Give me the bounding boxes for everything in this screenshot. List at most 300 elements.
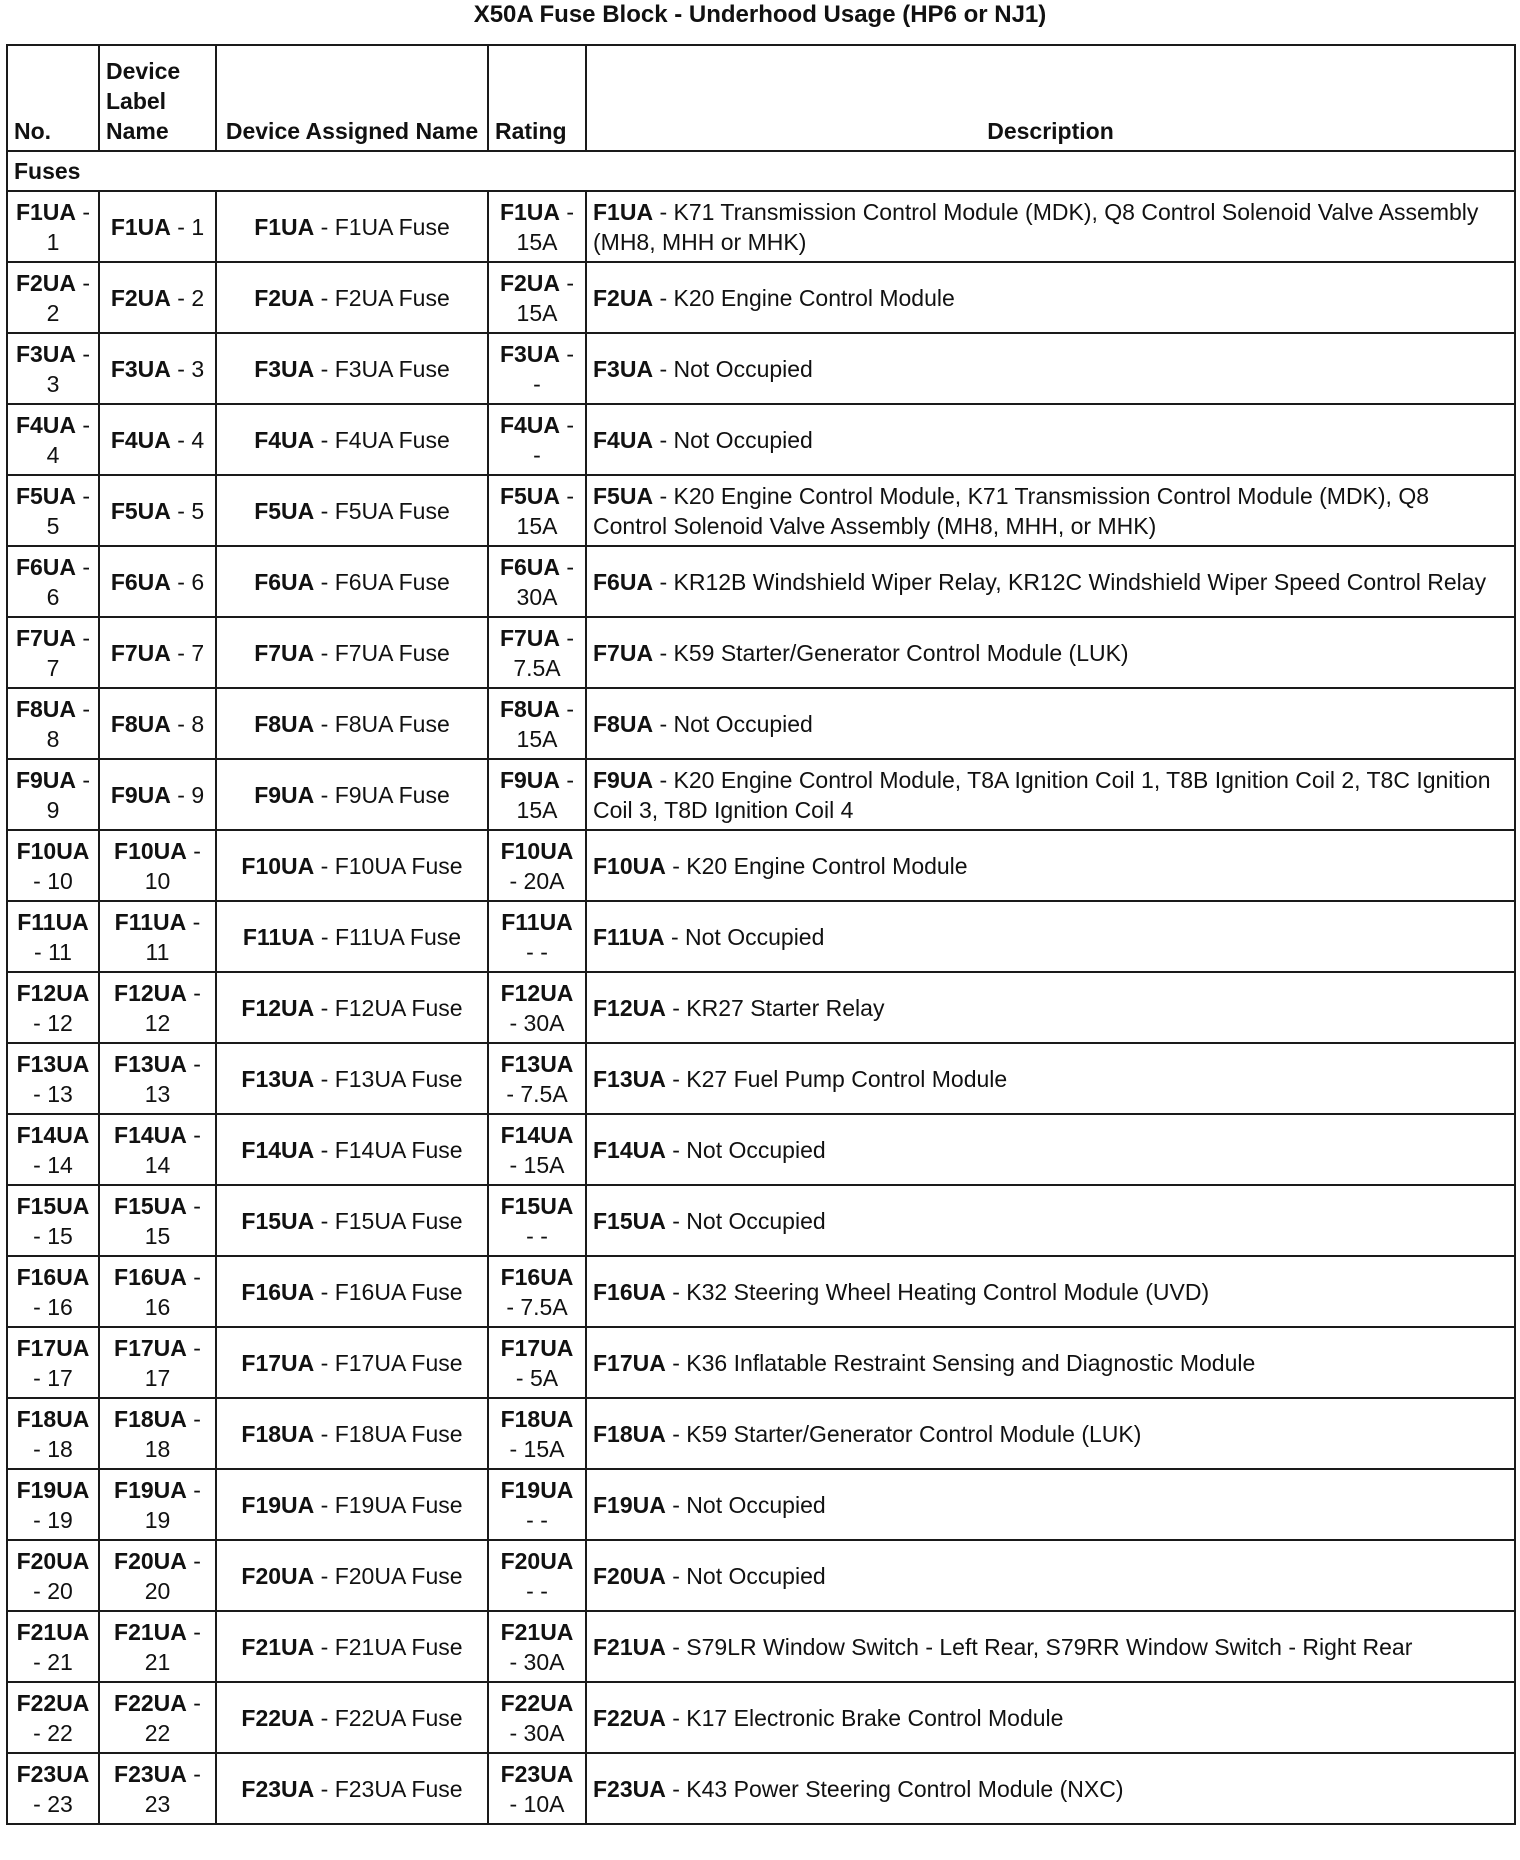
fuse-id: F3UA (110, 355, 171, 382)
fuse-number: - 16 (33, 1293, 73, 1320)
cell-device-assigned-name (216, 830, 488, 901)
fuse-id: F23UA (16, 1760, 90, 1787)
assigned-name: - F12UA Fuse (314, 994, 463, 1021)
assigned-name: - F16UA Fuse (314, 1278, 463, 1305)
cell-device-assigned-name (216, 688, 488, 759)
cell-rating (488, 1398, 586, 1469)
cell-rating (488, 688, 586, 759)
cell-rating (488, 1540, 586, 1611)
fuse-id: F23UA (593, 1775, 666, 1802)
fuse-id: F4UA (499, 411, 560, 438)
header-rating: Rating (488, 45, 586, 151)
description-text: - Not Occupied (653, 710, 813, 737)
fuse-id: F17UA (500, 1334, 574, 1361)
cell-device-assigned-name (216, 1469, 488, 1540)
fuse-number: - 10 (33, 867, 73, 894)
fuse-number: - 17 (144, 1334, 201, 1391)
description-text: - KR12B Windshield Wiper Relay, KR12C Windshield Wiper Speed Control Relay (653, 568, 1487, 595)
cell-device-label-name (99, 830, 216, 901)
fuse-id: F10UA (241, 852, 315, 879)
fuse-id: F19UA (593, 1491, 666, 1518)
fuse-number: - 13 (33, 1080, 73, 1107)
table-row (7, 333, 1515, 404)
cell-description (586, 1043, 1515, 1114)
fuse-number: - 14 (144, 1121, 201, 1178)
fuse-id: F3UA (254, 355, 315, 382)
table-row (7, 1611, 1515, 1682)
fuse-id: F12UA (114, 979, 187, 1006)
fuse-id: F1UA (593, 198, 654, 225)
assigned-name: - F1UA Fuse (314, 213, 450, 240)
fuse-number: - 20 (33, 1577, 73, 1604)
cell-device-label-name (99, 1469, 216, 1540)
cell-no (7, 1753, 99, 1824)
fuse-id: F21UA (593, 1633, 666, 1660)
assigned-name: - F20UA Fuse (314, 1562, 463, 1589)
assigned-name: - F8UA Fuse (314, 710, 450, 737)
fuse-id: F2UA (254, 284, 315, 311)
fuse-id: F23UA (500, 1760, 574, 1787)
cell-device-assigned-name (216, 1540, 488, 1611)
fuse-number: - 21 (33, 1648, 73, 1675)
fuse-id: F21UA (241, 1633, 315, 1660)
cell-no (7, 191, 99, 262)
fuse-id: F7UA (499, 624, 560, 651)
assigned-name: - F7UA Fuse (314, 639, 450, 666)
rating-value: - - (533, 340, 575, 397)
cell-device-label-name (99, 1540, 216, 1611)
fuse-number: - 4 (46, 411, 91, 468)
fuse-number: - 2 (170, 284, 205, 311)
page-title: X50A Fuse Block - Underhood Usage (HP6 or NJ1) (473, 1, 1047, 28)
cell-device-label-name (99, 972, 216, 1043)
table-row (7, 1327, 1515, 1398)
cell-description (586, 404, 1515, 475)
fuse-number: - 15 (33, 1222, 73, 1249)
fuse-id: F15UA (241, 1207, 315, 1234)
cell-device-assigned-name (216, 1398, 488, 1469)
fuse-id: F11UA (593, 923, 665, 950)
rating-value: - 15A (516, 198, 575, 255)
cell-rating (488, 262, 586, 333)
fuse-id: F12UA (16, 979, 90, 1006)
fuse-id: F16UA (500, 1263, 574, 1290)
cell-device-assigned-name (216, 404, 488, 475)
fuse-number: - 4 (170, 426, 205, 453)
fuse-number: - 16 (144, 1263, 201, 1320)
table-row (7, 1682, 1515, 1753)
description-text: - K59 Starter/Generator Control Module (LUK) (653, 639, 1129, 666)
fuse-id: F9UA (499, 766, 560, 793)
table-row (7, 546, 1515, 617)
table-row (7, 1256, 1515, 1327)
fuse-id: F2UA (15, 269, 76, 296)
cell-rating (488, 617, 586, 688)
fuse-id: F20UA (241, 1562, 315, 1589)
cell-rating (488, 759, 586, 830)
fuse-number: - 23 (144, 1760, 201, 1817)
fuse-id: F1UA (254, 213, 315, 240)
rating-value: - 15A (516, 766, 575, 823)
fuse-number: - 12 (144, 979, 201, 1036)
fuse-number: - 9 (46, 766, 91, 823)
description-text: - K27 Fuel Pump Control Module (665, 1065, 1008, 1092)
fuse-id: F4UA (254, 426, 315, 453)
fuse-id: F5UA (593, 482, 654, 509)
table-row (7, 1753, 1515, 1824)
cell-device-label-name (99, 546, 216, 617)
fuse-id: F8UA (499, 695, 560, 722)
fuse-number: - 19 (144, 1476, 201, 1533)
cell-description (586, 1469, 1515, 1540)
cell-description (586, 191, 1515, 262)
rating-value: - - (526, 1506, 548, 1533)
fuse-id: F16UA (593, 1278, 666, 1305)
fuse-number: - 17 (33, 1364, 73, 1391)
fuse-id: F7UA (254, 639, 315, 666)
rating-value: - 10A (509, 1790, 565, 1817)
cell-rating (488, 1682, 586, 1753)
fuse-id: F23UA (241, 1775, 315, 1802)
header-device-label-name: Device Label Name (99, 45, 216, 151)
cell-rating (488, 901, 586, 972)
cell-rating (488, 546, 586, 617)
table-row (7, 1398, 1515, 1469)
table-row (7, 972, 1515, 1043)
cell-no (7, 830, 99, 901)
cell-no (7, 688, 99, 759)
fuse-id: F15UA (593, 1207, 666, 1234)
fuse-number: - 5 (46, 482, 91, 539)
fuse-id: F14UA (500, 1121, 574, 1148)
assigned-name: - F15UA Fuse (314, 1207, 463, 1234)
fuse-id: F5UA (254, 497, 315, 524)
cell-description (586, 617, 1515, 688)
cell-description (586, 1611, 1515, 1682)
cell-description (586, 1114, 1515, 1185)
cell-device-label-name (99, 1256, 216, 1327)
fuse-id: F16UA (16, 1263, 90, 1290)
fuse-number: - 10 (144, 837, 201, 894)
cell-device-assigned-name (216, 1327, 488, 1398)
description-text: - Not Occupied (653, 355, 813, 382)
cell-rating (488, 1753, 586, 1824)
cell-device-assigned-name (216, 1256, 488, 1327)
fuse-id: F12UA (500, 979, 574, 1006)
cell-no (7, 617, 99, 688)
fuse-id: F16UA (241, 1278, 315, 1305)
cell-no (7, 901, 99, 972)
fuse-id: F18UA (500, 1405, 574, 1432)
fuse-number: - 6 (46, 553, 91, 610)
rating-value: - 7.5A (506, 1080, 568, 1107)
cell-device-label-name (99, 688, 216, 759)
cell-no (7, 1114, 99, 1185)
table-row (7, 1043, 1515, 1114)
fuse-number: - 1 (46, 198, 91, 255)
fuse-id: F11UA (114, 908, 187, 935)
cell-device-label-name (99, 1611, 216, 1682)
fuse-id: F8UA (15, 695, 76, 722)
table-row (7, 688, 1515, 759)
fuse-id: F3UA (499, 340, 560, 367)
cell-no (7, 404, 99, 475)
assigned-name: - F2UA Fuse (314, 284, 450, 311)
cell-no (7, 262, 99, 333)
fuse-number: - 13 (144, 1050, 201, 1107)
cell-description (586, 262, 1515, 333)
cell-rating (488, 1327, 586, 1398)
fuse-number: - 11 (34, 938, 72, 965)
fuse-id: F20UA (114, 1547, 187, 1574)
fuse-number: - 8 (170, 710, 205, 737)
table-row (7, 830, 1515, 901)
description-text: - Not Occupied (664, 923, 825, 950)
description-text: - Not Occupied (665, 1491, 826, 1518)
fuse-number: - 7 (46, 624, 91, 681)
table-row (7, 404, 1515, 475)
description-text: - K20 Engine Control Module, T8A Ignition Coil 1, T8B Ignition Coil 2, T8C Ignition Coil 3, T8D Ignition Coil 4 (593, 766, 1491, 823)
table-row (7, 617, 1515, 688)
fuse-number: - 12 (33, 1009, 73, 1036)
fuse-id: F6UA (593, 568, 654, 595)
assigned-name: - F6UA Fuse (314, 568, 450, 595)
fuse-id: F6UA (110, 568, 171, 595)
cell-device-label-name (99, 333, 216, 404)
rating-value: - 5A (515, 1364, 559, 1391)
cell-no (7, 759, 99, 830)
cell-description (586, 1185, 1515, 1256)
fuse-number: - 11 (145, 908, 201, 965)
cell-description (586, 759, 1515, 830)
header-device-assigned-name: Device Assigned Name (216, 45, 488, 151)
section-row (7, 151, 1515, 191)
description-text: - K71 Transmission Control Module (MDK), Q8 Control Solenoid Valve Assembly (MH8, MHH or MHK) (593, 198, 1479, 255)
table-row (7, 901, 1515, 972)
description-text: - K20 Engine Control Module, K71 Transmission Control Module (MDK), Q8 Control Solenoid Valve Assembly (MH8, MHH, or MHK) (593, 482, 1430, 539)
cell-rating (488, 333, 586, 404)
fuse-id: F12UA (593, 994, 666, 1021)
cell-description (586, 830, 1515, 901)
fuse-id: F19UA (16, 1476, 90, 1503)
rating-value: - - (526, 938, 548, 965)
fuse-id: F13UA (593, 1065, 666, 1092)
fuse-id: F20UA (500, 1547, 574, 1574)
rating-value: - - (526, 1222, 548, 1249)
fuse-id: F22UA (114, 1689, 187, 1716)
cell-no (7, 546, 99, 617)
header-description: Description (586, 45, 1515, 151)
cell-no (7, 1682, 99, 1753)
fuse-number: - 22 (144, 1689, 201, 1746)
cell-device-label-name (99, 1327, 216, 1398)
fuse-number: - 8 (46, 695, 91, 752)
fuse-id: F20UA (593, 1562, 666, 1589)
cell-rating (488, 1469, 586, 1540)
fuse-number: - 21 (144, 1618, 201, 1675)
cell-description (586, 1753, 1515, 1824)
cell-description (586, 688, 1515, 759)
fuse-id: F11UA (17, 908, 89, 935)
assigned-name: - F13UA Fuse (314, 1065, 463, 1092)
fuse-id: F15UA (16, 1192, 90, 1219)
assigned-name: - F11UA Fuse (314, 923, 462, 950)
cell-device-label-name (99, 191, 216, 262)
cell-device-assigned-name (216, 617, 488, 688)
description-text: - S79LR Window Switch - Left Rear, S79RR Window Switch - Right Rear (665, 1633, 1413, 1660)
table-row (7, 1540, 1515, 1611)
fuse-id: F2UA (593, 284, 654, 311)
fuse-number: - 23 (33, 1790, 73, 1817)
fuse-id: F22UA (593, 1704, 666, 1731)
cell-rating (488, 191, 586, 262)
fuse-id: F17UA (241, 1349, 315, 1376)
cell-no (7, 972, 99, 1043)
fuse-id: F11UA (242, 923, 315, 950)
assigned-name: - F21UA Fuse (314, 1633, 463, 1660)
fuse-number: - 14 (33, 1151, 73, 1178)
assigned-name: - F23UA Fuse (314, 1775, 463, 1802)
fuse-id: F9UA (254, 781, 315, 808)
fuse-table (6, 44, 1516, 1825)
fuse-id: F2UA (499, 269, 560, 296)
fuse-id: F9UA (593, 766, 654, 793)
fuse-id: F22UA (241, 1704, 315, 1731)
fuse-id: F1UA (499, 198, 560, 225)
fuse-id: F1UA (110, 213, 171, 240)
cell-device-assigned-name (216, 1185, 488, 1256)
cell-no (7, 1043, 99, 1114)
fuse-id: F15UA (114, 1192, 187, 1219)
cell-no (7, 1185, 99, 1256)
description-text: - K32 Steering Wheel Heating Control Module (UVD) (665, 1278, 1210, 1305)
fuse-id: F13UA (114, 1050, 187, 1077)
fuse-id: F19UA (241, 1491, 315, 1518)
cell-device-assigned-name (216, 262, 488, 333)
cell-device-assigned-name (216, 475, 488, 546)
fuse-id: F21UA (500, 1618, 574, 1645)
rating-value: - - (533, 411, 575, 468)
cell-device-label-name (99, 1682, 216, 1753)
fuse-id: F14UA (593, 1136, 666, 1163)
cell-no (7, 1256, 99, 1327)
fuse-id: F19UA (500, 1476, 574, 1503)
fuse-id: F14UA (16, 1121, 90, 1148)
description-text: - K43 Power Steering Control Module (NXC) (665, 1775, 1124, 1802)
rating-value: - 7.5A (513, 624, 575, 681)
fuse-id: F18UA (241, 1420, 315, 1447)
description-text: - K36 Inflatable Restraint Sensing and Diagnostic Module (665, 1349, 1256, 1376)
rating-value: - 30A (509, 1009, 565, 1036)
cell-device-label-name (99, 759, 216, 830)
table-row (7, 475, 1515, 546)
cell-no (7, 1469, 99, 1540)
cell-description (586, 1682, 1515, 1753)
cell-rating (488, 1185, 586, 1256)
fuse-id: F17UA (16, 1334, 90, 1361)
fuse-id: F21UA (114, 1618, 187, 1645)
fuse-number: - 3 (170, 355, 205, 382)
fuse-id: F2UA (110, 284, 171, 311)
table-row (7, 1114, 1515, 1185)
cell-device-label-name (99, 475, 216, 546)
fuse-id: F15UA (500, 1192, 574, 1219)
cell-description (586, 972, 1515, 1043)
fuse-id: F22UA (16, 1689, 90, 1716)
fuse-id: F7UA (15, 624, 76, 651)
fuse-number: - 1 (170, 213, 205, 240)
cell-no (7, 1327, 99, 1398)
fuse-id: F10UA (114, 837, 187, 864)
cell-device-assigned-name (216, 972, 488, 1043)
fuse-id: F6UA (499, 553, 560, 580)
header-row (7, 45, 1515, 151)
fuse-id: F7UA (593, 639, 654, 666)
table-row (7, 262, 1515, 333)
assigned-name: - F17UA Fuse (314, 1349, 463, 1376)
cell-description (586, 1540, 1515, 1611)
cell-device-label-name (99, 1398, 216, 1469)
fuse-number: - 9 (170, 781, 205, 808)
fuse-id: F20UA (16, 1547, 90, 1574)
fuse-number: - 19 (33, 1506, 73, 1533)
table-row (7, 759, 1515, 830)
fuse-table-body (7, 151, 1515, 1824)
fuse-id: F8UA (593, 710, 654, 737)
fuse-id: F10UA (16, 837, 90, 864)
cell-device-assigned-name (216, 1753, 488, 1824)
fuse-id: F10UA (500, 837, 574, 864)
description-text: - K20 Engine Control Module (665, 852, 968, 879)
fuse-id: F5UA (110, 497, 171, 524)
assigned-name: - F4UA Fuse (314, 426, 450, 453)
description-text: - K59 Starter/Generator Control Module (LUK) (665, 1420, 1142, 1447)
fuse-id: F23UA (114, 1760, 187, 1787)
cell-description (586, 1327, 1515, 1398)
fuse-id: F18UA (114, 1405, 187, 1432)
cell-device-label-name (99, 1753, 216, 1824)
fuse-id: F4UA (110, 426, 171, 453)
fuse-number: - 7 (170, 639, 205, 666)
fuse-id: F1UA (15, 198, 76, 225)
assigned-name: - F22UA Fuse (314, 1704, 463, 1731)
assigned-name: - F9UA Fuse (314, 781, 450, 808)
fuse-id: F3UA (593, 355, 654, 382)
assigned-name: - F14UA Fuse (314, 1136, 463, 1163)
cell-device-assigned-name (216, 546, 488, 617)
fuse-number: - 3 (46, 340, 91, 397)
fuse-id: F21UA (16, 1618, 90, 1645)
rating-value: - 30A (516, 553, 575, 610)
description-text: - K17 Electronic Brake Control Module (665, 1704, 1064, 1731)
cell-no (7, 1611, 99, 1682)
fuse-id: F5UA (15, 482, 76, 509)
description-text: - K20 Engine Control Module (653, 284, 955, 311)
fuse-id: F13UA (16, 1050, 90, 1077)
fuse-id: F4UA (15, 411, 76, 438)
cell-description (586, 333, 1515, 404)
rating-value: - 30A (509, 1648, 565, 1675)
rating-value: - 7.5A (506, 1293, 568, 1320)
cell-device-label-name (99, 262, 216, 333)
fuse-id: F22UA (500, 1689, 574, 1716)
assigned-name: - F3UA Fuse (314, 355, 450, 382)
fuse-id: F8UA (254, 710, 315, 737)
rating-value: - 15A (509, 1435, 565, 1462)
cell-no (7, 1398, 99, 1469)
assigned-name: - F19UA Fuse (314, 1491, 463, 1518)
rating-value: - 15A (516, 695, 575, 752)
